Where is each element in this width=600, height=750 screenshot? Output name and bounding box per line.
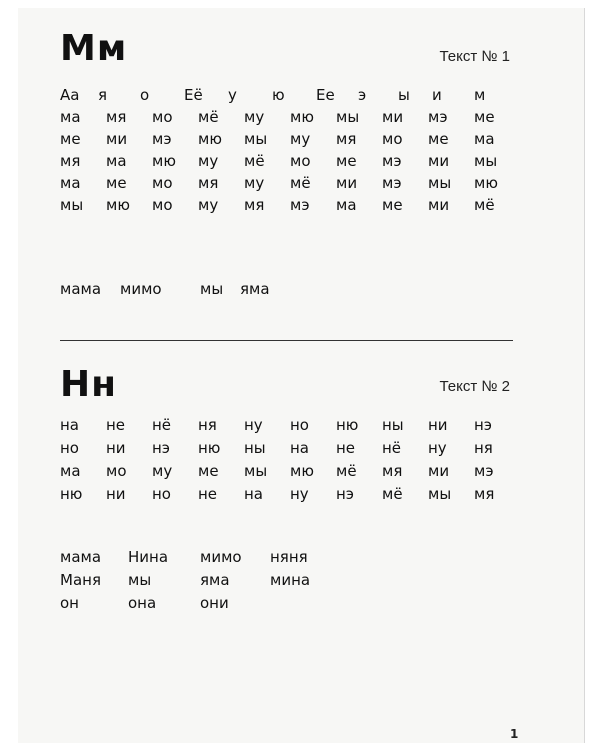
section-n-word: мина <box>270 571 311 589</box>
section-m-syllable: ми <box>382 108 404 126</box>
section-m-word: яма <box>240 280 270 298</box>
section-n-word: Маня <box>60 571 101 589</box>
section-m-syllable: мя <box>106 108 127 126</box>
section-m-syllable: о <box>140 86 150 104</box>
section-m-syllable: Ее <box>316 86 335 104</box>
section-n-text-label: Текст № 2 <box>439 378 510 395</box>
section-m-syllable: ма <box>60 174 81 192</box>
section-n-syllable: ми <box>428 462 450 480</box>
section-n-syllable: мэ <box>474 462 494 480</box>
section-n-syllable: не <box>198 485 218 503</box>
section-n-syllable: ню <box>198 439 221 457</box>
section-n-syllable: ны <box>382 416 404 434</box>
section-m-syllable: ма <box>106 152 127 170</box>
section-m-syllable: ми <box>428 152 450 170</box>
section-m-syllable: ме <box>60 130 81 148</box>
section-m-syllable: мы <box>244 130 268 148</box>
section-n-word: он <box>60 594 79 612</box>
section-n-word: яма <box>200 571 230 589</box>
section-m-syllable: э <box>358 86 367 104</box>
section-m-syllable: мю <box>106 196 130 214</box>
section-m-syllable: ы <box>398 86 410 104</box>
section-m-syllable: мы <box>60 196 84 214</box>
section-n-syllable: ни <box>428 416 448 434</box>
section-m-syllable: мя <box>198 174 219 192</box>
section-n-syllable: мё <box>336 462 357 480</box>
section-m-syllable: я <box>98 86 108 104</box>
section-n-syllable: мы <box>244 462 268 480</box>
section-m-syllable: мю <box>290 108 314 126</box>
section-m-syllable: му <box>198 196 219 214</box>
section-n-syllable: мо <box>106 462 127 480</box>
section-m-syllable: мэ <box>152 130 172 148</box>
section-n-syllable: ны <box>244 439 266 457</box>
section-n-syllable: мы <box>428 485 452 503</box>
section-m-title: Мм <box>60 28 128 69</box>
section-n-syllable: ню <box>336 416 359 434</box>
section-n-syllable: ну <box>244 416 263 434</box>
section-n-word: мама <box>60 548 102 566</box>
section-m-syllable: ме <box>428 130 449 148</box>
section-m-syllable: Аа <box>60 86 80 104</box>
section-m-syllable: ми <box>428 196 450 214</box>
section-m-syllable: ме <box>106 174 127 192</box>
section-n-word: мы <box>128 571 152 589</box>
section-n-syllable: мё <box>382 485 403 503</box>
section-m-syllable: мэ <box>382 152 402 170</box>
section-n-word: няня <box>270 548 308 566</box>
section-m-syllable: мю <box>198 130 222 148</box>
section-n-syllable: ма <box>60 462 81 480</box>
section-n-word: она <box>128 594 157 612</box>
section-n-syllable: нэ <box>474 416 493 434</box>
section-m-syllable: мо <box>152 174 173 192</box>
section-m-syllable: мэ <box>290 196 310 214</box>
section-n-syllable: но <box>290 416 309 434</box>
section-n-syllable: нё <box>382 439 402 457</box>
section-n-syllable: на <box>244 485 263 503</box>
section-n-syllable: на <box>290 439 309 457</box>
section-m-syllable: и <box>432 86 442 104</box>
section-n-syllable: на <box>60 416 79 434</box>
section-m-syllable: ма <box>60 108 81 126</box>
section-m-syllable: мя <box>60 152 81 170</box>
section-n-word: они <box>200 594 229 612</box>
section-n-syllable: ня <box>198 416 217 434</box>
section-m-word: мама <box>60 280 102 298</box>
section-m-syllable: му <box>198 152 219 170</box>
section-m-syllable: му <box>290 130 311 148</box>
section-m-syllable: мя <box>336 130 357 148</box>
section-n-word: Нина <box>128 548 169 566</box>
section-divider <box>60 340 513 341</box>
section-n-syllable: ни <box>106 485 126 503</box>
section-m-syllable: мо <box>382 130 403 148</box>
section-n-syllable: не <box>106 416 126 434</box>
section-m-syllable: мо <box>152 108 173 126</box>
section-m-syllable: мё <box>290 174 311 192</box>
section-n-syllable: ме <box>198 462 219 480</box>
section-m-word: мы <box>200 280 224 298</box>
section-n-syllable: ну <box>290 485 309 503</box>
section-m-syllable: мы <box>428 174 452 192</box>
section-n-syllable: нэ <box>336 485 355 503</box>
section-n-syllable: мю <box>290 462 314 480</box>
section-m-word: мимо <box>120 280 162 298</box>
section-n-syllable: но <box>60 439 79 457</box>
section-m-syllable: му <box>244 174 265 192</box>
section-m-syllable: ма <box>336 196 357 214</box>
section-m-syllable: му <box>244 108 265 126</box>
section-m-syllable: мё <box>198 108 219 126</box>
section-m-syllable: ми <box>336 174 358 192</box>
section-m-syllable: мэ <box>382 174 402 192</box>
section-m-syllable: мя <box>244 196 265 214</box>
section-m-syllable: мы <box>336 108 360 126</box>
section-m-syllable: м <box>474 86 486 104</box>
section-m-syllable: мё <box>474 196 495 214</box>
section-m-syllable: мэ <box>428 108 448 126</box>
section-n-title: Нн <box>60 364 118 405</box>
section-m-syllable: ю <box>272 86 285 104</box>
section-n-syllable: но <box>152 485 171 503</box>
section-n-syllable: ни <box>106 439 126 457</box>
section-m-syllable: мю <box>152 152 176 170</box>
section-m-syllable: ме <box>336 152 357 170</box>
section-m-syllable: ме <box>474 108 495 126</box>
section-m-syllable: ме <box>382 196 403 214</box>
page-number: 1 <box>510 727 519 741</box>
section-m-syllable: мо <box>152 196 173 214</box>
section-m-syllable: мо <box>290 152 311 170</box>
section-n-syllable: му <box>152 462 173 480</box>
section-n-syllable: не <box>336 439 356 457</box>
section-n-syllable: нё <box>152 416 172 434</box>
section-m-syllable: ма <box>474 130 495 148</box>
section-m-syllable: мы <box>474 152 498 170</box>
section-n-syllable: мя <box>382 462 403 480</box>
section-n-syllable: ну <box>428 439 447 457</box>
section-n-syllable: ню <box>60 485 83 503</box>
section-m-syllable: ми <box>106 130 128 148</box>
section-m-text-label: Текст № 1 <box>439 48 510 65</box>
section-m-syllable: у <box>228 86 237 104</box>
section-n-syllable: мя <box>474 485 495 503</box>
section-m-syllable: Её <box>184 86 203 104</box>
section-m-syllable: мё <box>244 152 265 170</box>
section-m-syllable: мю <box>474 174 498 192</box>
section-n-syllable: нэ <box>152 439 171 457</box>
section-n-syllable: ня <box>474 439 493 457</box>
section-n-word: мимо <box>200 548 242 566</box>
